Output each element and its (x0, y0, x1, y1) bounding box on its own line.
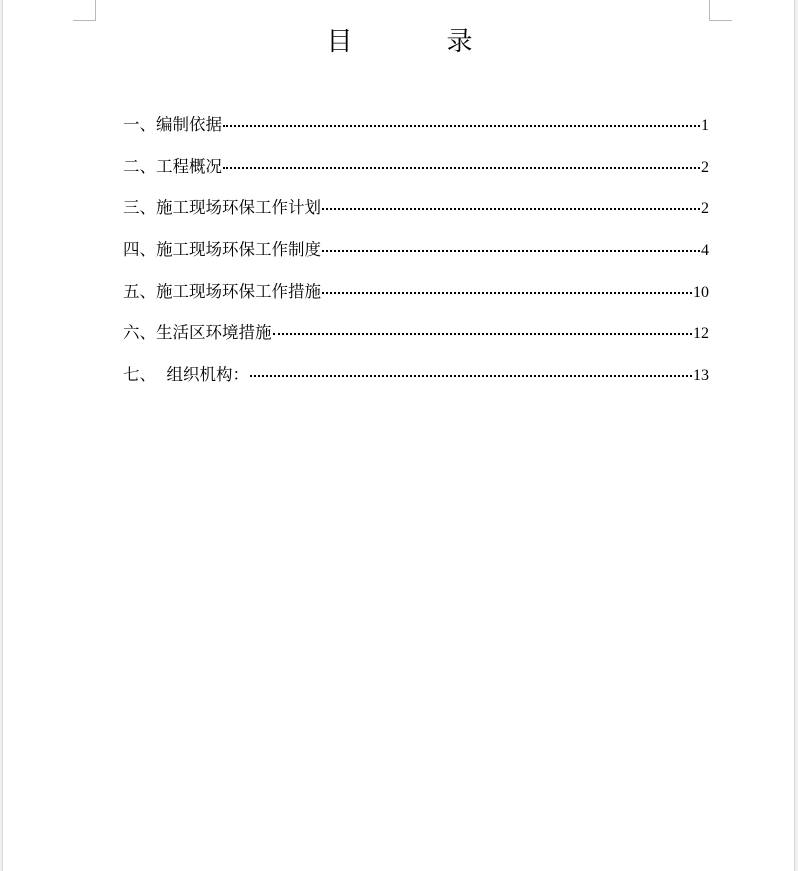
document-page (2, 0, 795, 871)
toc-entry-page: 2 (701, 200, 709, 218)
table-of-contents (123, 108, 709, 400)
toc-title (3, 24, 796, 60)
toc-entry-label: 四、施工现场环保工作制度 (123, 240, 321, 260)
toc-entry-page: 12 (693, 325, 709, 343)
toc-entry-1[interactable] (123, 108, 709, 150)
toc-dot-leader (223, 166, 700, 169)
toc-dot-leader (322, 207, 700, 210)
toc-entry-page: 2 (701, 158, 709, 176)
toc-entry-label: 一、编制依据 (123, 115, 222, 134)
toc-entry-6[interactable] (123, 316, 709, 358)
toc-entry-label: 七、 组织机构： (123, 365, 249, 385)
toc-title-char-1: 目 (326, 27, 353, 57)
toc-entry-label: 五、施工现场环保工作措施 (123, 281, 321, 301)
margin-marker-top-right (709, 0, 732, 21)
toc-dot-leader (322, 249, 700, 252)
toc-entry-3[interactable] (123, 191, 709, 233)
toc-entry-label: 六、生活区环境措施 (123, 323, 272, 343)
toc-entry-5[interactable] (123, 275, 709, 317)
toc-entry-page: 4 (701, 242, 709, 260)
margin-marker-top-left (73, 0, 96, 21)
toc-title-char-2: 录 (446, 27, 473, 57)
toc-dot-leader (223, 124, 700, 127)
toc-dot-leader (322, 291, 692, 294)
toc-entry-label: 三、施工现场环保工作计划 (123, 198, 321, 218)
toc-entry-page: 13 (693, 367, 709, 385)
toc-entry-7[interactable] (123, 358, 709, 400)
toc-entry-page: 1 (701, 117, 709, 134)
toc-dot-leader (250, 374, 692, 377)
toc-dot-leader (273, 332, 693, 335)
toc-entry-4[interactable] (123, 233, 709, 275)
toc-entry-label: 二、工程概况 (123, 156, 222, 176)
toc-entry-page: 10 (693, 283, 709, 301)
toc-entry-2[interactable] (123, 150, 709, 192)
